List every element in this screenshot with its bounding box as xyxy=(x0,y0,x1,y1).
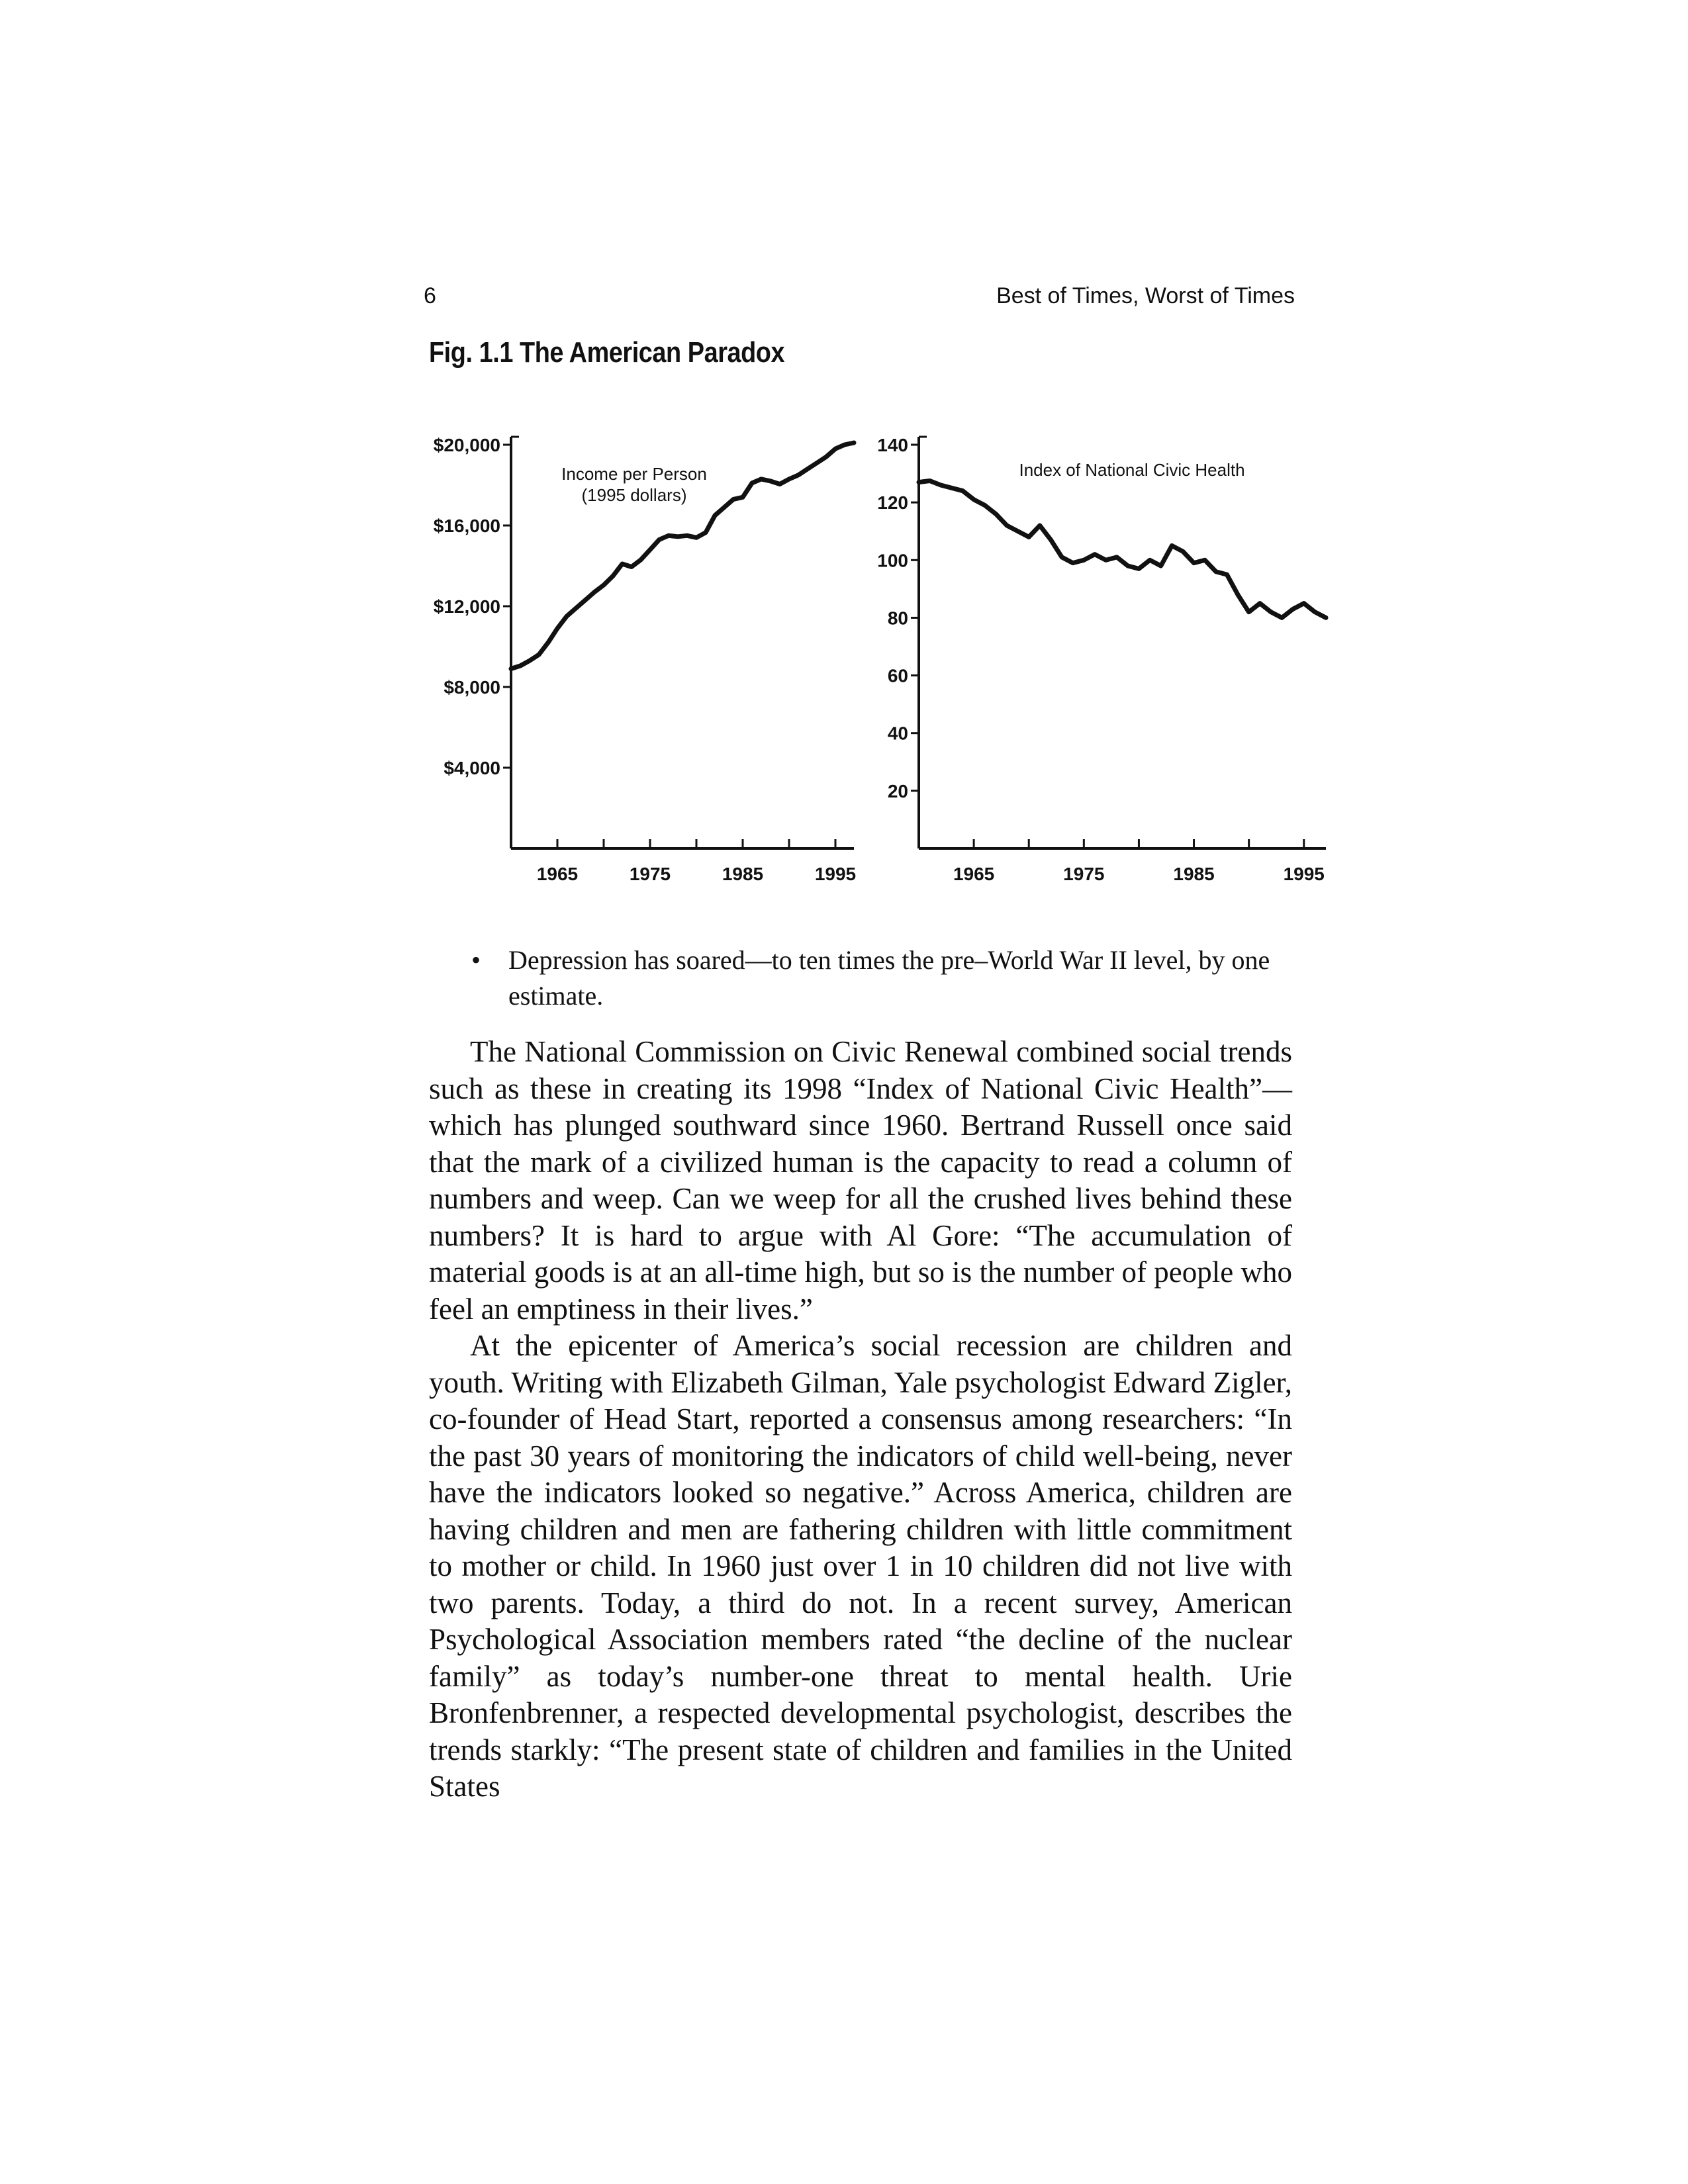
body-paragraph-1: The National Commission on Civic Renewal combined social trends such as these in creating its 1998 “Index of National Civic Health”— which has plunged southward since 1960. Bertrand Russell once said that the mark of a civilized human is the capacity to read a column of numbers and weep. Can we weep for all the crushed lives behind these numbers? It is hard to argue with Al Gore: “The accumulation of material goods is at an all-time high, but so is the number of people who feel an emptiness in their lives.” xyxy=(429,1035,1292,1326)
civic-legend-label: Index of National Civic Health xyxy=(1019,460,1245,480)
figure-title: Fig. 1.1 The American Paradox xyxy=(429,336,785,369)
civic-y-tick-label: 120 xyxy=(877,492,908,514)
running-title: Best of Times, Worst of Times xyxy=(996,283,1295,308)
civic-y-tick-label: 60 xyxy=(887,665,908,686)
civic-x-tick-label: 1985 xyxy=(1173,864,1215,884)
civic-x-tick-label: 1975 xyxy=(1063,864,1105,884)
civic-y-tick-label: 80 xyxy=(887,608,908,629)
income-y-tick-label: $12,000 xyxy=(433,596,500,617)
civic-x-tick-label: 1995 xyxy=(1283,864,1325,884)
income-y-tick-label: $8,000 xyxy=(444,677,500,698)
civic-y-tick-label: 100 xyxy=(877,550,908,571)
figure-charts xyxy=(0,0,1688,927)
civic-series-line xyxy=(919,481,1326,618)
income-x-tick-label: 1985 xyxy=(722,864,764,884)
bullet-item xyxy=(471,942,1292,1014)
income-y-tick-label: $20,000 xyxy=(433,435,500,455)
body-paragraph-2: At the epicenter of America’s social recession are children and youth. Writing with Elizabeth Gilman, Yale psychologist Edward Zigler, co-founder of Head Start, reported a consensus among researchers: “In the past 30 years of monitoring the indicators of child well-being, never have the indicators looked so negative.” Across America, children are having children and men are fathering children with little commitment to mother or child. In 1960 just over 1 in 10 children did not live with two parents. Today, a third do not. In a recent survey, American Psychological Association members rated “the decline of the nuclear family” as today’s number-one threat to mental health. Urie Bronfenbrenner, a respected developmental psychologist, describes the trends starkly: “The present state of children and families in the United States xyxy=(429,1329,1292,1803)
income-y-tick-label: $16,000 xyxy=(433,516,500,536)
civic-y-tick-label: 40 xyxy=(887,723,908,744)
bullet-text-line1: Depression has soared—to ten times the pre–World War II level, by one xyxy=(508,945,1270,975)
bullet-symbol: • xyxy=(471,945,481,975)
income-y-tick-label: $4,000 xyxy=(444,758,500,778)
civic-y-tick-label: 20 xyxy=(887,780,908,801)
civic-y-tick-label: 140 xyxy=(877,435,908,455)
income-x-tick-label: 1975 xyxy=(629,864,671,884)
page-number: 6 xyxy=(424,283,436,308)
civic-health-chart xyxy=(877,435,1326,884)
bullet-text xyxy=(471,942,1292,1014)
income-legend-label: (1995 dollars) xyxy=(581,485,687,505)
body-text xyxy=(429,1034,1292,1805)
income-legend-label: Income per Person xyxy=(561,464,707,484)
civic-x-tick-label: 1965 xyxy=(953,864,995,884)
bullet-text-line2: estimate. xyxy=(508,981,604,1011)
income-chart xyxy=(434,435,856,884)
income-x-tick-label: 1995 xyxy=(814,864,857,884)
income-x-tick-label: 1965 xyxy=(536,864,579,884)
